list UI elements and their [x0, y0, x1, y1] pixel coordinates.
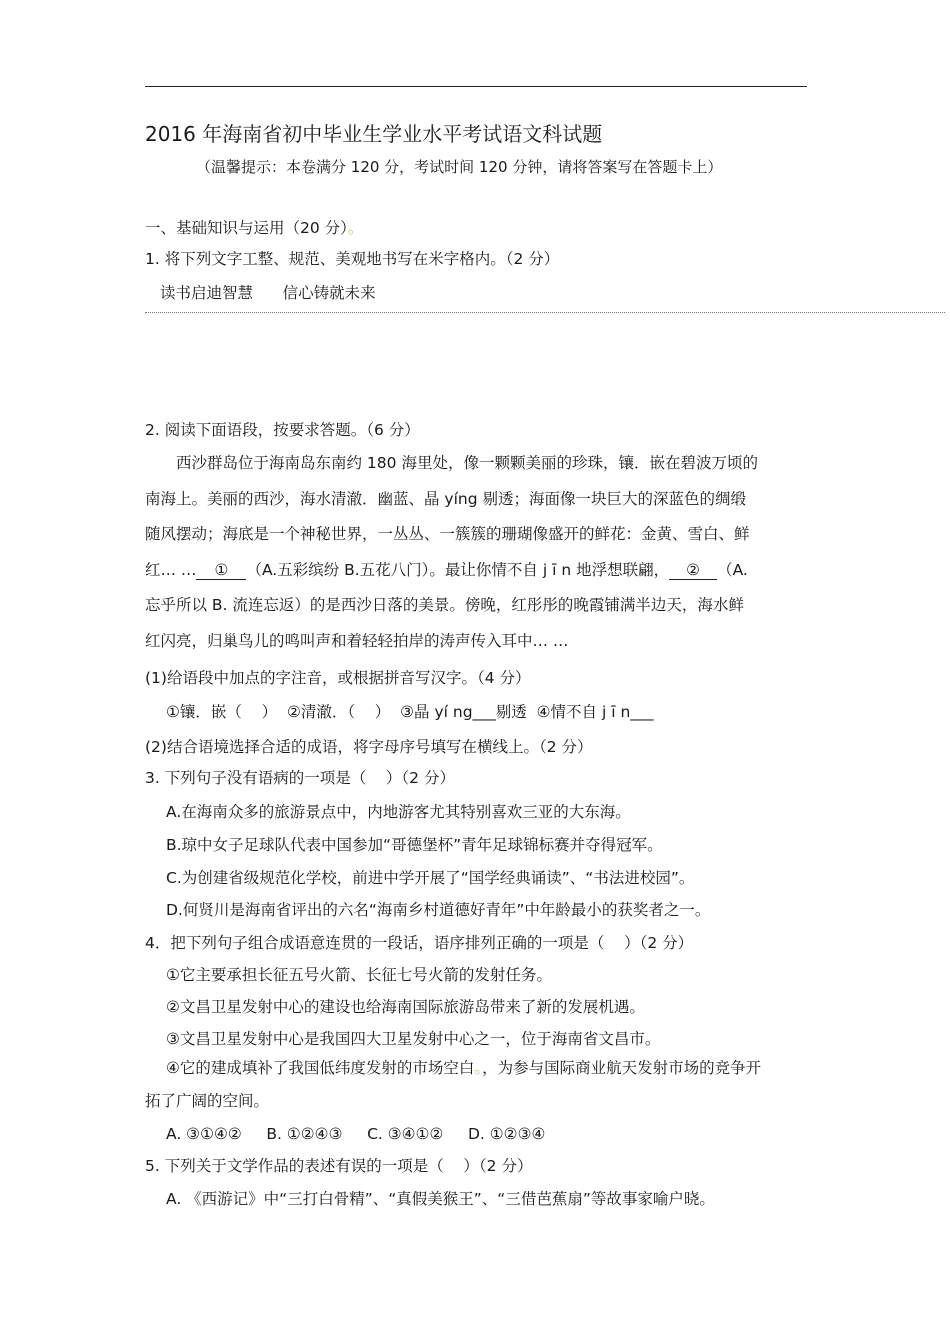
passage-text: （A.五彩缤纷 B.五花八门）。最让你情不自 j ī n 地浮想联翩， [246, 560, 670, 579]
blank-1: ① [196, 561, 246, 580]
small-mark: 。 [474, 1059, 483, 1077]
question-3-option-d: D.何贤川是海南省评出的六名“海南乡村道德好青年”中年龄最小的获奖者之一。 [166, 901, 711, 919]
question-5-option-a: A. 《西游记》中“三打白骨精”、“真假美猴王”、“三借芭蕉扇”等故事家喻户晓。 [166, 1190, 715, 1208]
passage-line: 随风摆动；海底是一个神秘世界，一丛丛、一簇簇的珊瑚像盛开的鲜花：金黄、雪白、鲜 [145, 525, 750, 543]
question-4-sentence-2: ②文昌卫星发射中心的建设也给海南国际旅游岛带来了新的发展机遇。 [166, 998, 645, 1016]
question-4-choices: A. ③①④② B. ①②④③ C. ③④①② D. ①②③④ [166, 1125, 546, 1143]
passage-text: 红… … [145, 560, 197, 579]
section-heading-mark: 。 [347, 219, 364, 237]
sentence-text: ④它的建成填补了我国低纬度发射的市场空白 [166, 1059, 475, 1077]
question-2-sub1: (1)给语段中加点的字注音，或根据拼音写汉字。（4 分） [145, 669, 531, 687]
question-5-stem: 5. 下列关于文学作品的表述有误的一项是（ ）（2 分） [145, 1157, 533, 1175]
question-4-sentence-4 [166, 1058, 761, 1078]
question-3-stem: 3. 下列句子没有语病的一项是（ ）（2 分） [145, 769, 455, 787]
question-4-sentence-1: ①它主要承担长征五号火箭、长征七号火箭的发射任务。 [166, 966, 552, 984]
question-3-option-a: A.在海南众多的旅游景点中，内地游客尤其特别喜欢三亚的大东海。 [166, 803, 631, 821]
question-4-sentence-3: ③文昌卫星发射中心是我国四大卫星发射中心之一，位于海南省文昌市。 [166, 1030, 661, 1048]
sentence-text: ，为参与国际商业航天发射市场的竞争开 [482, 1059, 762, 1077]
blank-2: ② [669, 561, 717, 580]
writing-grid-divider [145, 312, 945, 313]
question-4-sentence-4-cont: 拓了广阔的空间。 [145, 1092, 270, 1110]
question-4-stem: 4．把下列句子组合成语意连贯的一段话，语序排列正确的一项是（ ）（2 分） [145, 934, 694, 952]
question-2-sub1-items: ①镶．嵌（ ） ②清澈．（ ） ③晶 yí ng___剔透 ④情不自 j ī n___ [166, 703, 654, 721]
question-1-text: 读书启迪智慧 信心铸就未来 [160, 284, 376, 302]
section-heading [145, 218, 363, 238]
passage-line: 南海上。美丽的西沙，海水清澈．幽蓝、晶 yíng 剔透；海面像一块巨大的深蓝色的绸缎 [145, 489, 746, 508]
question-3-option-c: C.为创建省级规范化学校，前进中学开展了“国学经典诵读”、“书法进校园”。 [166, 869, 695, 887]
question-2-sub2: (2)结合语境选择合适的成语，将字母序号填写在横线上。（2 分） [145, 738, 593, 756]
page-subtitle: （温馨提示：本卷满分 120 分，考试时间 120 分钟，请将答案写在答题卡上） [196, 158, 723, 176]
question-2-passage [145, 453, 807, 666]
page-title: 2016 年海南省初中毕业生学业水平考试语文科试题 [145, 122, 603, 146]
passage-line [145, 560, 807, 596]
top-rule [145, 86, 807, 87]
passage-line: 红闪亮，归巢鸟儿的鸣叫声和着轻轻拍岸的涛声传入耳中… … [145, 631, 569, 650]
question-1-stem: 1. 将下列文字工整、规范、美观地书写在米字格内。（2 分） [145, 250, 560, 268]
passage-line: 忘乎所以 B. 流连忘返）的是西沙日落的美景。傍晚，红彤彤的晚霞铺满半边天，海水鲜 [145, 596, 744, 614]
question-2-stem: 2. 阅读下面语段，按要求答题。（6 分） [145, 421, 420, 439]
question-3-option-b: B.琼中女子足球队代表中国参加“哥德堡杯”青年足球锦标赛并夺得冠军。 [166, 836, 663, 854]
passage-line: 西沙群岛位于海南岛东南约 180 海里处，像一颗颗美丽的珍珠，镶．嵌在碧波万顷的 [176, 454, 758, 472]
passage-text: （A. [717, 560, 748, 579]
section-heading-text: 一、基础知识与运用（20 分） [145, 219, 348, 237]
